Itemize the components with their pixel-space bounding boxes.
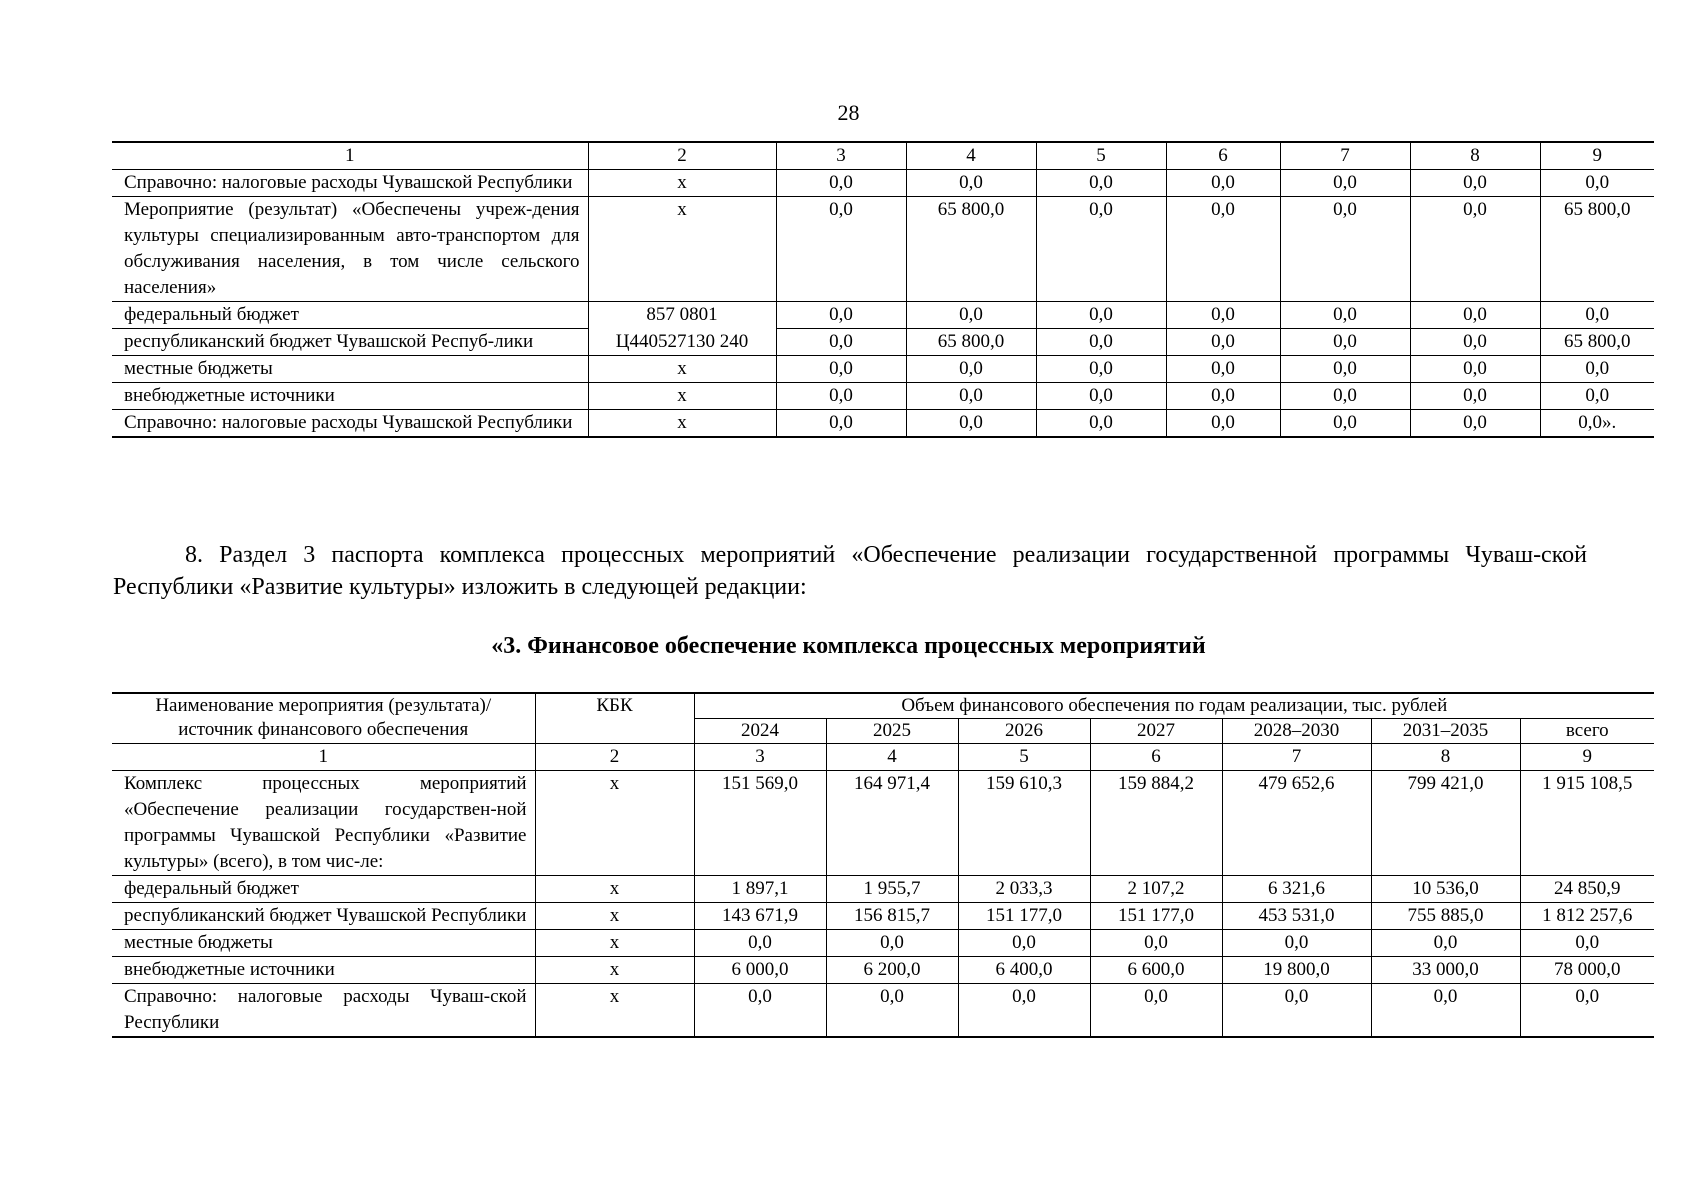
value-cell: 0,0 — [1036, 197, 1166, 302]
table-row — [112, 876, 1654, 903]
value-cell: 6 321,6 — [1222, 876, 1371, 903]
value-cell: 0,0 — [694, 930, 826, 957]
value-cell: 65 800,0 — [1540, 197, 1654, 302]
year-cell: 2025 — [826, 719, 958, 744]
value-cell: 159 884,2 — [1090, 771, 1222, 876]
value-cell: 0,0 — [1090, 984, 1222, 1038]
header-kbk: КБК — [535, 693, 694, 744]
number-cell: 8 — [1371, 744, 1520, 771]
value-cell: 1 812 257,6 — [1520, 903, 1654, 930]
header-cell: 5 — [1036, 142, 1166, 170]
value-cell: 0,0 — [1166, 383, 1280, 410]
number-cell: 7 — [1222, 744, 1371, 771]
value-cell: 0,0 — [1280, 329, 1410, 356]
row-name: республиканский бюджет Чувашской Респуб-лики — [112, 329, 588, 356]
value-cell: 0,0 — [906, 383, 1036, 410]
value-cell: 156 815,7 — [826, 903, 958, 930]
value-cell: 0,0 — [1280, 197, 1410, 302]
row-kbk: Ц440527130 240 — [588, 329, 776, 356]
value-cell: 1 955,7 — [826, 876, 958, 903]
row-kbk: х — [588, 197, 776, 302]
value-cell: 453 531,0 — [1222, 903, 1371, 930]
value-cell: 2 033,3 — [958, 876, 1090, 903]
header-name: Наименование мероприятия (результата)/ источник финансового обеспечения — [112, 693, 535, 744]
value-cell: 0,0 — [776, 329, 906, 356]
value-cell: 0,0 — [1036, 302, 1166, 329]
year-cell: 2024 — [694, 719, 826, 744]
value-cell: 0,0 — [1540, 383, 1654, 410]
table-row — [112, 771, 1654, 876]
header-cell: 8 — [1410, 142, 1540, 170]
amendment-paragraph: 8. Раздел 3 паспорта комплекса процессных мероприятий «Обеспечение реализации государственной программы Чуваш-ской Республики «Развитие культуры» изложить в следующей редакции: — [113, 542, 1587, 600]
header-cell: 2 — [588, 142, 776, 170]
value-cell: 0,0 — [1410, 410, 1540, 438]
value-cell: 6 400,0 — [958, 957, 1090, 984]
header-cell: 1 — [112, 142, 588, 170]
value-cell: 0,0 — [1036, 170, 1166, 197]
numbers-row — [112, 744, 1654, 771]
value-cell: 0,0 — [776, 356, 906, 383]
value-cell: 0,0 — [1410, 302, 1540, 329]
value-cell: 151 177,0 — [958, 903, 1090, 930]
header-cell: 3 — [776, 142, 906, 170]
page-number: 28 — [837, 100, 860, 125]
value-cell: 0,0 — [1540, 302, 1654, 329]
number-cell: 5 — [958, 744, 1090, 771]
row-kbk: х — [535, 957, 694, 984]
number-cell: 6 — [1090, 744, 1222, 771]
value-cell: 0,0 — [826, 984, 958, 1038]
number-cell: 9 — [1520, 744, 1654, 771]
value-cell: 0,0 — [1166, 410, 1280, 438]
value-cell: 0,0 — [1410, 329, 1540, 356]
value-cell: 65 800,0 — [1540, 329, 1654, 356]
value-cell: 2 107,2 — [1090, 876, 1222, 903]
value-cell: 0,0 — [1280, 383, 1410, 410]
row-name: федеральный бюджет — [112, 302, 588, 329]
table-row — [112, 957, 1654, 984]
value-cell: 0,0 — [776, 302, 906, 329]
value-cell: 0,0 — [776, 170, 906, 197]
value-cell: 0,0 — [958, 984, 1090, 1038]
value-cell: 0,0 — [1280, 356, 1410, 383]
value-cell: 0,0 — [1371, 930, 1520, 957]
row-name: Мероприятие (результат) «Обеспечены учреж-дения культуры специализированным авто-транспортом для обслуживания населения, в том числе сельского населения» — [112, 197, 588, 302]
value-cell: 0,0 — [1371, 984, 1520, 1038]
value-cell: 6 600,0 — [1090, 957, 1222, 984]
row-name: местные бюджеты — [112, 930, 535, 957]
table-row — [112, 170, 1654, 197]
row-kbk: х — [588, 410, 776, 438]
value-cell: 151 569,0 — [694, 771, 826, 876]
value-cell: 755 885,0 — [1371, 903, 1520, 930]
header-cell: 6 — [1166, 142, 1280, 170]
row-name: Справочно: налоговые расходы Чувашской Республики — [112, 170, 588, 197]
row-kbk: х — [588, 383, 776, 410]
table-row — [112, 984, 1654, 1038]
table-row — [112, 197, 1654, 302]
value-cell: 65 800,0 — [906, 329, 1036, 356]
financing-table — [112, 692, 1654, 1038]
value-cell: 24 850,9 — [1520, 876, 1654, 903]
value-cell: 0,0 — [1166, 302, 1280, 329]
year-cell: всего — [1520, 719, 1654, 744]
value-cell: 0,0 — [906, 302, 1036, 329]
year-cell: 2028–2030 — [1222, 719, 1371, 744]
row-kbk: х — [535, 903, 694, 930]
value-cell: 0,0 — [1410, 170, 1540, 197]
table-row — [112, 383, 1654, 410]
value-cell: 143 671,9 — [694, 903, 826, 930]
year-cell: 2031–2035 — [1371, 719, 1520, 744]
continuation-table — [112, 141, 1654, 438]
value-cell: 0,0 — [1036, 383, 1166, 410]
table-header-row — [112, 693, 1654, 719]
value-cell: 0,0 — [1166, 170, 1280, 197]
row-kbk: х — [535, 984, 694, 1038]
row-name: внебюджетные источники — [112, 383, 588, 410]
row-kbk: х — [535, 876, 694, 903]
value-cell: 0,0 — [1520, 984, 1654, 1038]
table-row — [112, 329, 1654, 356]
header-volume: Объем финансового обеспечения по годам реализации, тыс. рублей — [694, 693, 1654, 719]
value-cell: 0,0 — [1410, 383, 1540, 410]
value-cell: 0,0 — [1036, 356, 1166, 383]
value-cell: 10 536,0 — [1371, 876, 1520, 903]
value-cell: 0,0 — [776, 383, 906, 410]
value-cell: 0,0 — [694, 984, 826, 1038]
number-cell: 1 — [112, 744, 535, 771]
value-cell: 0,0 — [1520, 930, 1654, 957]
value-cell: 0,0 — [1222, 930, 1371, 957]
value-cell: 0,0 — [1036, 410, 1166, 438]
value-cell: 19 800,0 — [1222, 957, 1371, 984]
value-cell: 0,0 — [958, 930, 1090, 957]
value-cell: 33 000,0 — [1371, 957, 1520, 984]
value-cell: 0,0». — [1540, 410, 1654, 438]
value-cell: 0,0 — [1036, 329, 1166, 356]
value-cell: 479 652,6 — [1222, 771, 1371, 876]
value-cell: 0,0 — [1280, 170, 1410, 197]
row-kbk: х — [535, 930, 694, 957]
value-cell: 65 800,0 — [906, 197, 1036, 302]
row-kbk: х — [588, 356, 776, 383]
number-cell: 3 — [694, 744, 826, 771]
table-row — [112, 356, 1654, 383]
row-name: Комплекс процессных мероприятий «Обеспечение реализации государствен-ной программы Чувашской Республики «Развитие культуры» (всего), в том чис-ле: — [112, 771, 535, 876]
value-cell: 6 200,0 — [826, 957, 958, 984]
value-cell: 0,0 — [1540, 170, 1654, 197]
value-cell: 159 610,3 — [958, 771, 1090, 876]
value-cell: 0,0 — [906, 410, 1036, 438]
value-cell: 0,0 — [906, 356, 1036, 383]
value-cell: 0,0 — [906, 170, 1036, 197]
value-cell: 0,0 — [776, 197, 906, 302]
value-cell: 6 000,0 — [694, 957, 826, 984]
value-cell: 164 971,4 — [826, 771, 958, 876]
row-name: местные бюджеты — [112, 356, 588, 383]
row-name: Справочно: налоговые расходы Чуваш-ской Республики — [112, 984, 535, 1038]
row-name: внебюджетные источники — [112, 957, 535, 984]
table-row — [112, 302, 1654, 329]
value-cell: 0,0 — [1222, 984, 1371, 1038]
row-kbk: 857 0801 — [588, 302, 776, 329]
value-cell: 1 915 108,5 — [1520, 771, 1654, 876]
value-cell: 0,0 — [1410, 197, 1540, 302]
row-name: республиканский бюджет Чувашской Республики — [112, 903, 535, 930]
year-cell: 2026 — [958, 719, 1090, 744]
value-cell: 1 897,1 — [694, 876, 826, 903]
value-cell: 0,0 — [1090, 930, 1222, 957]
table-row — [112, 903, 1654, 930]
number-cell: 2 — [535, 744, 694, 771]
table-header-row — [112, 142, 1654, 170]
number-cell: 4 — [826, 744, 958, 771]
row-kbk: х — [588, 170, 776, 197]
value-cell: 0,0 — [1166, 329, 1280, 356]
section-title: «3. Финансовое обеспечение комплекса процессных мероприятий — [491, 633, 1206, 659]
value-cell: 799 421,0 — [1371, 771, 1520, 876]
year-cell: 2027 — [1090, 719, 1222, 744]
table-row — [112, 930, 1654, 957]
value-cell: 0,0 — [1166, 356, 1280, 383]
value-cell: 0,0 — [1410, 356, 1540, 383]
value-cell: 0,0 — [826, 930, 958, 957]
value-cell: 0,0 — [1280, 410, 1410, 438]
row-name: Справочно: налоговые расходы Чувашской Республики — [112, 410, 588, 438]
row-name: федеральный бюджет — [112, 876, 535, 903]
value-cell: 78 000,0 — [1520, 957, 1654, 984]
value-cell: 0,0 — [1540, 356, 1654, 383]
value-cell: 151 177,0 — [1090, 903, 1222, 930]
header-cell: 9 — [1540, 142, 1654, 170]
value-cell: 0,0 — [1280, 302, 1410, 329]
value-cell: 0,0 — [776, 410, 906, 438]
header-cell: 4 — [906, 142, 1036, 170]
table-row — [112, 410, 1654, 438]
value-cell: 0,0 — [1166, 197, 1280, 302]
row-kbk: х — [535, 771, 694, 876]
header-cell: 7 — [1280, 142, 1410, 170]
